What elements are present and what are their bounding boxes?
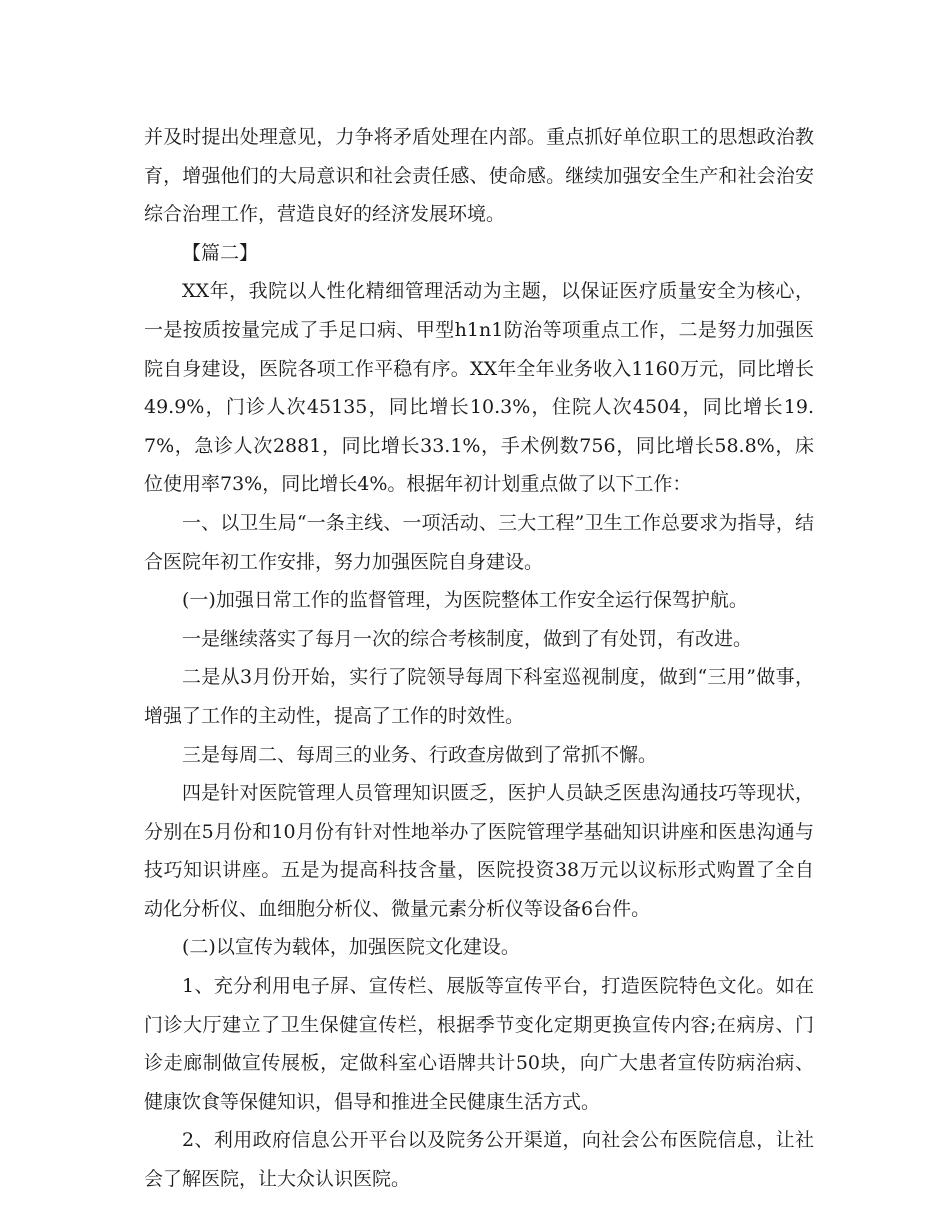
paragraph-1: 并及时提出处理意见，力争将矛盾处理在内部。重点抓好单位职工的思想政治教育，增强他们的大局意识和社会责任感、使命感。继续加强安全生产和社会治安综合治理工作，营造良好的经济发展环境。 [144,126,814,226]
paragraph-7: 二是从3月份开始，实行了院领导每周下科室巡视制度，做到“三用”做事，增强了工作的主动性，提高了工作的时效性。 [144,666,814,727]
paragraph-12: 2、利用政府信息公开平台以及院务公开渠道，向社会公布医院信息，让社会了解医院，让大众认识医院。 [144,1129,814,1191]
paragraph-9: 四是针对医院管理人员管理知识匮乏，医护人员缺乏医患沟通技巧等现状，分别在5月份和10月份有针对性地举办了医院管理学基础知识讲座和医患沟通与技巧知识讲座。五是为提高科技含量，医院投资38万元以议标形式购置了全自动化分析仪、血细胞分析仪、微量元素分析仪等设备6台件。 [144,782,814,920]
document-body [144,118,814,1199]
paragraph-4: 一、以卫生局“一条主线、一项活动、三大工程”卫生工作总要求为指导，结合医院年初工作安排，努力加强医院自身建设。 [144,511,814,573]
section-heading: 【篇二】 [182,241,259,264]
paragraph-10: (二)以宣传为载体，加强医院文化建设。 [182,936,520,959]
paragraph-5: (一)加强日常工作的监督管理，为医院整体工作安全运行保驾护航。 [182,589,748,612]
paragraph-8: 三是每周二、每周三的业务、行政查房做到了常抓不懈。 [182,743,658,766]
paragraph-3: XX年，我院以人性化精细管理活动为主题，以保证医疗质量安全为核心，一是按质按量完成了手足口病、甲型h1n1防治等项重点工作，二是努力加强医院自身建设，医院各项工作平稳有序。XX年全年业务收入1160万元，同比增长49.9%，门诊人次45135，同比增长10.3%，住院人次4504，同比增长19.7%，急诊人次2881，同比增长33.1%，手术例数756，同比增长58.8%，床位使用率73%，同比增长4%。根据年初计划重点做了以下工作： [144,280,814,496]
paragraph-6: 一是继续落实了每月一次的综合考核制度，做到了有处罚，有改进。 [182,627,753,650]
paragraph-11: 1、充分利用电子屏、宣传栏、展版等宣传平台，打造医院特色文化。如在门诊大厅建立了卫生保健宣传栏，根据季节变化定期更换宣传内容;在病房、门诊走廊制做宣传展板，定做科室心语牌共计50块，向广大患者宣传防病治病、健康饮食等保健知识，倡导和推进全民健康生活方式。 [144,975,814,1113]
